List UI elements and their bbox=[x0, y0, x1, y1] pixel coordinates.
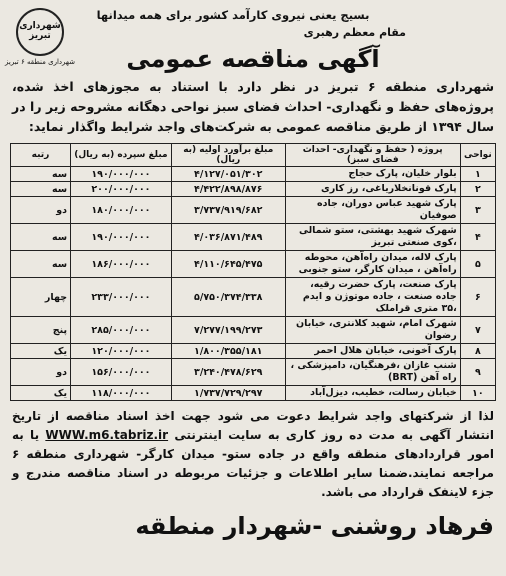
cell-num: ۷ bbox=[460, 317, 495, 344]
cell-grade: دو bbox=[11, 197, 71, 224]
cell-grade: یک bbox=[11, 386, 71, 401]
slogan-attribution: مقام معظم رهبری bbox=[303, 26, 406, 39]
table-row bbox=[11, 167, 496, 182]
cell-deposit: ۱۲۰/۰۰۰/۰۰۰ bbox=[71, 344, 172, 359]
cell-estimate: ۴/۱۲۷/۰۵۱/۳۰۲ bbox=[171, 167, 285, 182]
cell-deposit: ۱۹۰/۰۰۰/۰۰۰ bbox=[71, 167, 172, 182]
table-row bbox=[11, 278, 496, 317]
cell-deposit: ۲۸۵/۰۰۰/۰۰۰ bbox=[71, 317, 172, 344]
table-row bbox=[11, 386, 496, 401]
cell-num: ۵ bbox=[460, 251, 495, 278]
cell-project: بلوار خلیان، پارک حجاج bbox=[285, 167, 460, 182]
cell-estimate: ۱/۸۰۰/۳۵۵/۱۸۱ bbox=[171, 344, 285, 359]
cell-project: شنب غازان ،فرهنگیان، دامپزشکی ، راه آهن (BRT) bbox=[285, 359, 460, 386]
cell-project: پارک قونانخلاریاغی، رز کاری bbox=[285, 182, 460, 197]
cell-deposit: ۱۹۰/۰۰۰/۰۰۰ bbox=[71, 224, 172, 251]
cell-project: پارک آخونی، خیابان هلال احمر bbox=[285, 344, 460, 359]
intro-paragraph: شهرداری منطقه ۶ تبریز در نظر دارد با استناد به مجوزهای اخذ شده، پروژه‌های حفظ و نگهداری- احداث فضای سبز نواحی دهگانه مشروحه زیر را در سال ۱۳۹۴ از طریق مناقصه عمومی به شرکت‌های واجد شرایط واگذار نماید: bbox=[12, 79, 494, 134]
logo-text: شهرداری تبریز bbox=[19, 21, 61, 41]
cell-project: خیابان رسالت، خطیب، دیزل‌آباد bbox=[285, 386, 460, 401]
header-num: نواحی bbox=[460, 144, 495, 167]
cell-estimate: ۴/۴۲۲/۸۹۸/۸۷۶ bbox=[171, 182, 285, 197]
cell-num: ۹ bbox=[460, 359, 495, 386]
cell-num: ۸ bbox=[460, 344, 495, 359]
cell-deposit: ۱۸۶/۰۰۰/۰۰۰ bbox=[71, 251, 172, 278]
cell-num: ۳ bbox=[460, 197, 495, 224]
signature: فرهاد روشنی -شهردار منطقه bbox=[135, 512, 494, 540]
cell-grade: پنج bbox=[11, 317, 71, 344]
cell-estimate: ۳/۲۴۰/۴۷۸/۶۲۹ bbox=[171, 359, 285, 386]
cell-num: ۲ bbox=[460, 182, 495, 197]
table-row bbox=[11, 224, 496, 251]
table-row bbox=[11, 197, 496, 224]
cell-num: ۶ bbox=[460, 278, 495, 317]
table-row bbox=[11, 317, 496, 344]
table-row bbox=[11, 182, 496, 197]
cell-grade: سه bbox=[11, 224, 71, 251]
footer-paragraph bbox=[10, 407, 496, 502]
cell-grade: یک bbox=[11, 344, 71, 359]
cell-project: پارک لاله، میدان راه‌آهن، محوطه راه‌آهن ، میدان کارگر، ستو جنوبی bbox=[285, 251, 460, 278]
cell-num: ۱۰ bbox=[460, 386, 495, 401]
cell-estimate: ۱/۷۳۷/۷۲۹/۲۹۷ bbox=[171, 386, 285, 401]
projects-table bbox=[10, 143, 496, 401]
table-header-row bbox=[11, 144, 496, 167]
header-deposit: مبلغ سپرده (به ریال) bbox=[71, 144, 172, 167]
table-row bbox=[11, 251, 496, 278]
cell-deposit: ۲۳۳/۰۰۰/۰۰۰ bbox=[71, 278, 172, 317]
cell-grade: چهار bbox=[11, 278, 71, 317]
footer-text-1: لذا از شرکتهای واجد شرایط دعوت می شود جهت اخذ اسناد مناقصه از تاریخ انتشار آگهی به مدت ده روز کاری به سایت اینترنتی bbox=[12, 409, 494, 442]
cell-grade: سه bbox=[11, 167, 71, 182]
municipality-logo bbox=[5, 8, 75, 70]
cell-deposit: ۱۵۶/۰۰۰/۰۰۰ bbox=[71, 359, 172, 386]
cell-estimate: ۵/۷۵۰/۳۷۴/۳۳۸ bbox=[171, 278, 285, 317]
cell-deposit: ۱۸۰/۰۰۰/۰۰۰ bbox=[71, 197, 172, 224]
cell-grade: سه bbox=[11, 251, 71, 278]
cell-estimate: ۴/۰۳۶/۸۷۱/۴۸۹ bbox=[171, 224, 285, 251]
website-link[interactable]: WWW.m6.tabriz.ir bbox=[45, 428, 169, 442]
cell-estimate: ۴/۱۱۰/۶۴۵/۴۷۵ bbox=[171, 251, 285, 278]
cell-project: پارک صنعت، پارک حضرت رقیه، جاده صنعت ، جاده موتوژن و ایدم ،۳۵ متری قراملک bbox=[285, 278, 460, 317]
footer-text-2: یا به امور قراردادهای منطقه واقع در جاده ستو- میدان کارگر- شهرداری منطقه ۶ مراجعه نمایند.ضمنا سایر اطلاعات و جزئیات مربوطه در اسناد مناقصه مندرج و جزء لاینفک قرارداد می باشد. bbox=[12, 428, 494, 499]
cell-grade: سه bbox=[11, 182, 71, 197]
cell-deposit: ۲۰۰/۰۰۰/۰۰۰ bbox=[71, 182, 172, 197]
cell-project: پارک شهید عباس دوران، جاده صوفیان bbox=[285, 197, 460, 224]
header-estimate: مبلغ برآورد اولیه (به ریال) bbox=[171, 144, 285, 167]
cell-project: شهرک امام، شهید کلانتری، خیابان رضوان bbox=[285, 317, 460, 344]
logo-caption: شهرداری منطقه ۶ تبریز bbox=[5, 58, 75, 66]
cell-deposit: ۱۱۸/۰۰۰/۰۰۰ bbox=[71, 386, 172, 401]
slogan: بسیج یعنی نیروی کارآمد کشور برای همه میدانها bbox=[96, 8, 370, 22]
logo-emblem-icon bbox=[16, 8, 64, 56]
cell-num: ۱ bbox=[460, 167, 495, 182]
cell-estimate: ۳/۷۳۷/۹۱۹/۶۸۲ bbox=[171, 197, 285, 224]
cell-estimate: ۷/۲۷۷/۱۹۹/۲۷۳ bbox=[171, 317, 285, 344]
page-title: آگهی مناقصه عمومی bbox=[126, 45, 380, 73]
header-grade: رتبه bbox=[11, 144, 71, 167]
table-row bbox=[11, 344, 496, 359]
cell-grade: دو bbox=[11, 359, 71, 386]
header-project: پروژه ( حفظ و نگهداری- احداث فضای سبز) bbox=[285, 144, 460, 167]
cell-num: ۴ bbox=[460, 224, 495, 251]
cell-project: شهرک شهید بهشتی، ستو شمالی ،کوی صنعتی تبریز bbox=[285, 224, 460, 251]
table-row bbox=[11, 359, 496, 386]
